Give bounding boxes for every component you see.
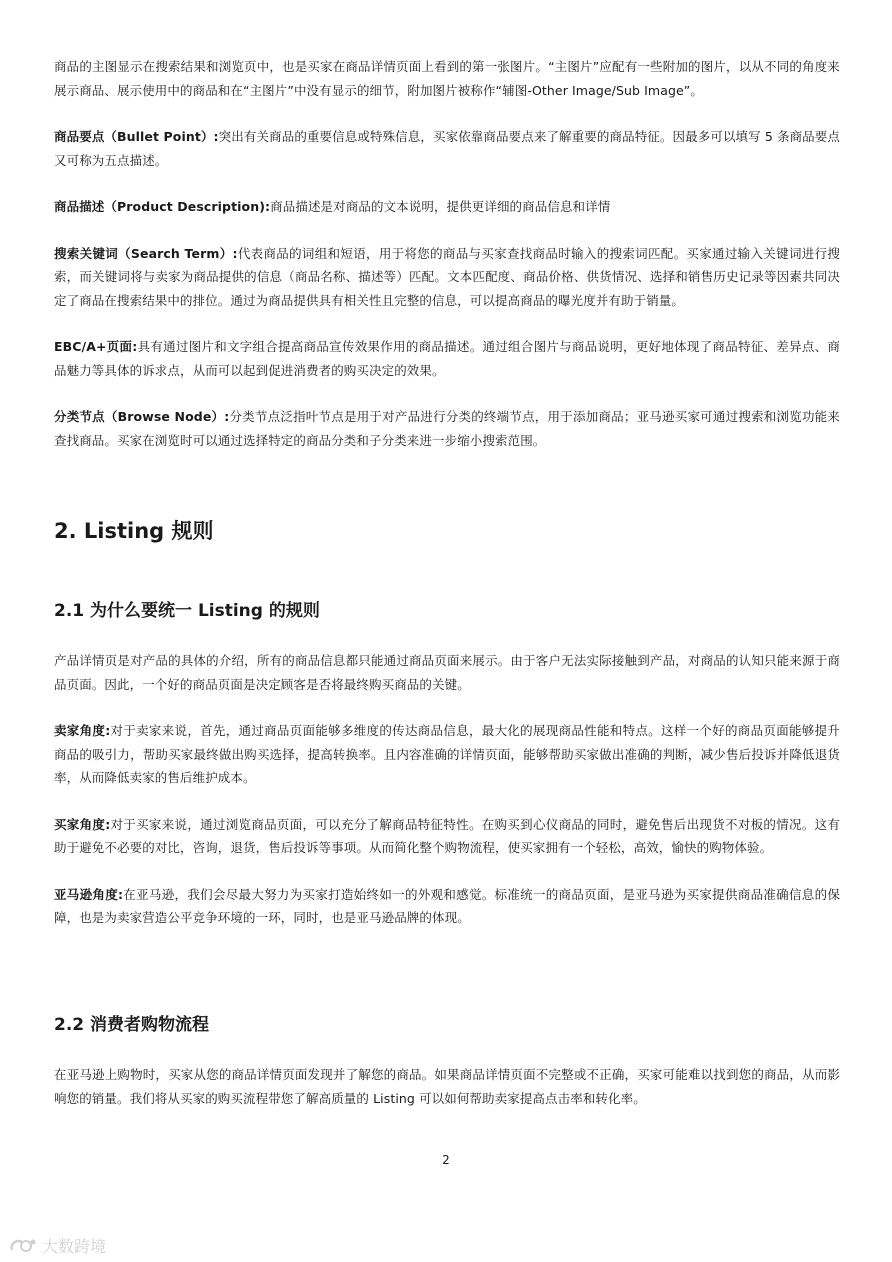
perspective-text: 对于卖家来说，首先，通过商品页面能够多维度的传达商品信息，最大化的展现商品性能和特点。这样一个好的商品页面能够提升商品的吸引力，帮助买家最终做出购买选择，提高转换率。且内容准确的详情页面，能够帮助买家做出准确的判断，减少售后投诉并降低退货率，从而降低卖家的售后维护成本。 <box>54 723 841 785</box>
definition-text: 具有通过图片和文字组合提高商品宣传效果作用的商品描述。通过组合图片与商品说明，更好地体现了商品特征、差异点、商品魅力等具体的诉求点，从而可以起到促进消费者的购买决定的效果。 <box>54 339 840 378</box>
section-2-1-heading: 2.1 为什么要统一 Listing 的规则 <box>54 601 320 621</box>
definition-term: 商品要点（Bullet Point）: <box>54 129 219 144</box>
section-2-2-text: 在亚马逊上购物时，买家从您的商品详情页面发现并了解您的商品。如果商品详情页面不完整或不正确，买家可能难以找到您的商品，从而影响您的销量。我们将从买家的购买流程带您了解高质量的 Listing 可以如何帮助卖家提高点击率和转化率。 <box>54 1067 840 1106</box>
definition-term: 分类节点（Browse Node）: <box>54 409 230 424</box>
amazon-perspective <box>54 883 840 930</box>
definition-text: 分类节点泛指叶节点是用于对产品进行分类的终端节点，用于添加商品；亚马逊买家可通过搜索和浏览功能来查找商品。买家在浏览时可以通过选择特定的商品分类和子分类来进一步缩小搜索范围。 <box>54 409 841 448</box>
section-2-1-intro: 产品详情页是对产品的具体的介绍，所有的商品信息都只能通过商品页面来展示。由于客户无法实际接触到产品，对商品的认知只能来源于商品页面。因此，一个好的商品页面是决定顾客是否将最终购买商品的关键。 <box>54 653 840 692</box>
definition-term: 商品描述（Product Description): <box>54 199 271 214</box>
definition-browse-node <box>54 405 840 452</box>
buyer-perspective <box>54 813 840 860</box>
definition-text: 代表商品的词组和短语，用于将您的商品与买家查找商品时输入的搜索词匹配。买家通过输入关键词进行搜索，而关键词将与卖家为商品提供的信息（商品名称、描述等）匹配。文本匹配度、商品价格、供货情况、选择和销售历史记录等因素共同决定了商品在搜索结果中的排位。通过为商品提供具有相关性且完整的信息，可以提高商品的曝光度并有助于销量。 <box>54 245 840 308</box>
definition-term: EBC/A+页面: <box>54 339 138 354</box>
intro-block <box>54 55 840 475</box>
brand-logo-icon <box>8 1236 38 1256</box>
perspective-text: 在亚马逊，我们会尽最大努力为买家打造始终如一的外观和感觉。标准统一的商品页面，是亚马逊为买家提供商品准确信息的保障，也是为卖家营造公平竞争环境的一环，同时，也是亚马逊品牌的体现。 <box>54 886 840 925</box>
section-2-2-body <box>54 1063 840 1133</box>
definition-ebc <box>54 335 840 382</box>
perspective-text: 对于买家来说，通过浏览商品页面，可以充分了解商品特征特性。在购买到心仪商品的同时，避免售后出现货不对板的情况。这有助于避免不必要的对比，咨询，退货，售后投诉等事项。从而简化整个购物流程，使买家拥有一个轻松，高效，愉快的购物体验。 <box>54 816 841 855</box>
watermark <box>8 1234 106 1257</box>
perspective-term: 买家角度: <box>54 816 111 832</box>
definition-bullet-point <box>54 125 840 172</box>
seller-perspective <box>54 719 840 790</box>
section-2-2-heading: 2.2 消费者购物流程 <box>54 1015 210 1035</box>
watermark-text: 大数跨境 <box>42 1237 107 1256</box>
definition-term: 搜索关键词（Search Term）: <box>54 245 238 261</box>
definition-product-description <box>54 195 840 219</box>
page-number: 2 <box>442 1153 450 1167</box>
definition-text: 商品描述是对商品的文本说明，提供更详细的商品信息和详情 <box>270 199 611 214</box>
definition-search-term <box>54 242 840 313</box>
perspective-term: 卖家角度: <box>54 723 111 738</box>
intro-paragraph: 商品的主图显示在搜索结果和浏览页中，也是买家在商品详情页面上看到的第一张图片。“主图片”应配有一些附加的图片，以从不同的角度来展示商品、展示使用中的商品和在“主图片”中没有显示的细节，附加图片被称作“辅图-Other Image/Sub Image”。 <box>54 59 840 98</box>
definition-text: 突出有关商品的重要信息或特殊信息，买家依靠商品要点来了解重要的商品特征。因最多可以填写 5 条商品要点又可称为五点描述。 <box>54 129 840 168</box>
section-2-1-body <box>54 649 840 953</box>
section-2-heading: 2. Listing 规则 <box>54 519 214 543</box>
perspective-term: 亚马逊角度: <box>54 886 124 902</box>
